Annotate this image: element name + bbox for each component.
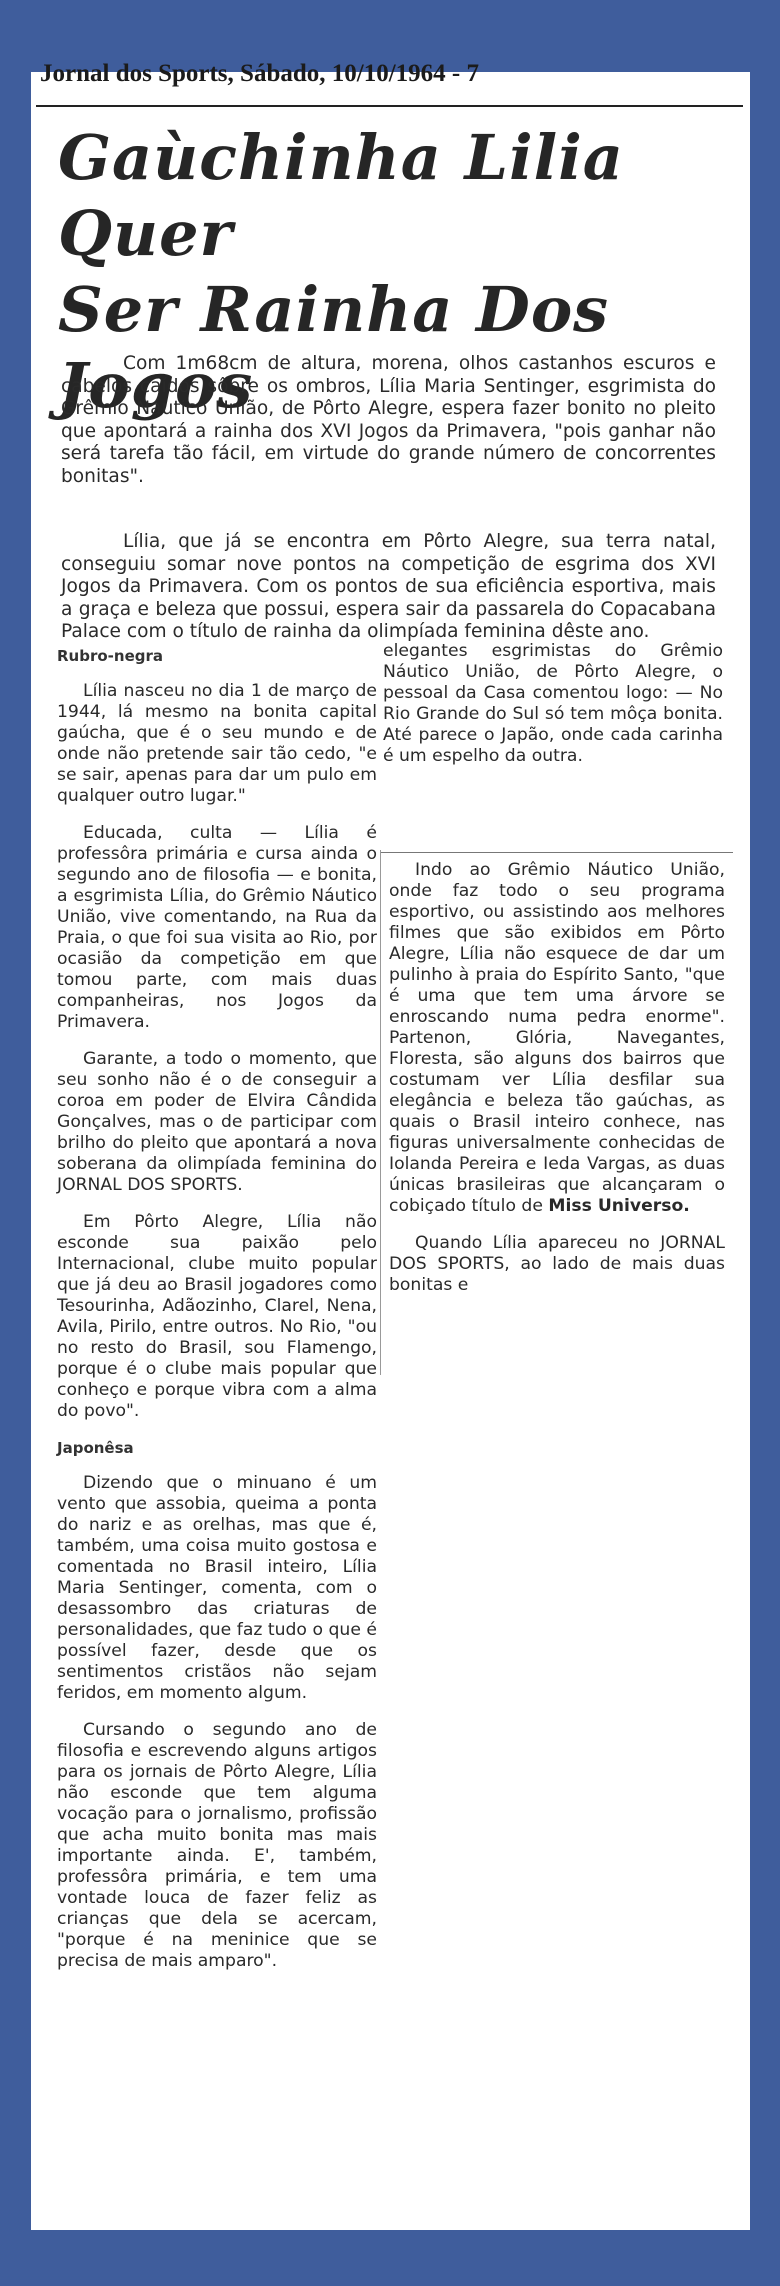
paragraph: Garante, a todo o momento, que seu sonho não é o de conseguir a coroa em poder de Elvira Cândida Gonçalves, mas o de participar com brilho do pleito que apontará a nova soberana da olimpíada feminina do JORNAL DOS SPORTS. bbox=[57, 1049, 377, 1195]
paragraph: Quando Lília apareceu no JORNAL DOS SPORTS, ao lado de mais duas bonitas e bbox=[389, 1233, 725, 1295]
section-heading-rubro-negra: Rubro-negra bbox=[57, 647, 164, 665]
paragraph bbox=[389, 860, 725, 1217]
header-rule bbox=[36, 105, 743, 107]
headline-line-2: Ser Rainha Dos Jogos bbox=[58, 273, 610, 422]
paragraph: Cursando o segundo ano de filosofia e escrevendo alguns artigos para os jornais de Pôrto Alegre, Lília não esconde que tem alguma vocação para o jornalismo, profissão que acha muito bonita mas mais importante ainda. E', também, professôra primária, e tem uma vontade louca de fazer feliz as crianças que dela se acercam, "porque é na meninice que se precisa de mais amparo". bbox=[57, 1720, 377, 1971]
paragraph: Lília nasceu no dia 1 de março de 1944, lá mesmo na bonita capital gaúcha, que é o seu mundo e de onde não pretende sair tão cedo, "e se sair, apenas para dar um pulo em qualquer outro lugar." bbox=[57, 681, 377, 806]
headline-line-1: Gaùchinha Lilia Quer bbox=[58, 121, 624, 270]
paragraph: Em Pôrto Alegre, Lília não esconde sua paixão pelo Internacional, clube muito popular que já deu ao Brasil jogadores como Tesourinha, Adãozinho, Clarel, Nena, Avila, Pirilo, entre outros. No Rio, "ou no resto do Brasil, sou Flamengo, porque é o clube mais popular que conheço e porque vibra com a alma do povo". bbox=[57, 1212, 377, 1421]
miss-universo-emphasis: Miss Universo. bbox=[548, 1196, 690, 1216]
paragraph-text: Indo ao Grêmio Náutico União, onde faz todo o seu programa esportivo, ou assistindo aos melhores filmes que são exibidos em Pôrto Alegre, Lília não esquece de dar um pulinho à praia do Espírito Santo, "que é uma que tem uma árvore se enroscando numa pedra enorme". Partenon, Glória, Navegantes, Floresta, são alguns dos bairros que costumam ver Lília desfilar sua elegância e beleza tão gaúchas, as quais o Brasil inteiro conhece, nas figuras universalmente conhecidas de Iolanda Pereira e Ieda Vargas, as duas únicas brasileiras que alcançaram o cobiçado título de bbox=[389, 860, 725, 1216]
newspaper-header: Jornal dos Sports, Sábado, 10/10/1964 - 7 bbox=[40, 60, 479, 87]
column-1 bbox=[57, 646, 377, 1988]
column-2 bbox=[389, 860, 725, 1312]
section-heading-japonesa: Japonêsa bbox=[57, 1439, 134, 1457]
column-2-top bbox=[383, 641, 723, 783]
column-rule bbox=[380, 850, 381, 1375]
lead-paragraph-1: Com 1m68cm de altura, morena, olhos castanhos escuros e cabelos caídos sôbre os ombros, Lília Maria Sentinger, esgrimista do Grêmio Náutico União, de Pôrto Alegre, espera fazer bonito no pleito que apontará a rainha dos XVI Jogos da Primavera, "pois ganhar não será tarefa tão fácil, em virtude do grande número de concorrentes bonitas". bbox=[61, 353, 716, 487]
paragraph: Educada, culta — Lília é professôra primária e cursa ainda o segundo ano de filosofia — e bonita, a esgrimista Lília, do Grêmio Náutico União, vive comentando, na Rua da Praia, o que foi sua visita ao Rio, por ocasião da competição em que tomou parte, com mais duas companheiras, nos Jogos da Primavera. bbox=[57, 823, 377, 1032]
column-divider bbox=[381, 852, 733, 853]
paragraph: elegantes esgrimistas do Grêmio Náutico União, de Pôrto Alegre, o pessoal da Casa comentou logo: — No Rio Grande do Sul só tem môça bonita. Até parece o Japão, onde cada carinha é um espelho da outra. bbox=[383, 641, 723, 766]
paragraph: Dizendo que o minuano é um vento que assobia, queima a ponta do nariz e as orelhas, mas que é, também, uma coisa muito gostosa e comentada no Brasil inteiro, Lília Maria Sentinger, comenta, com o desassombro das criaturas de personalidades, que faz tudo o que é possível fazer, desde que os sentimentos cristãos não sejam feridos, em momento algum. bbox=[57, 1473, 377, 1703]
lead-paragraph-2: Lília, que já se encontra em Pôrto Alegre, sua terra natal, conseguiu somar nove pontos na competição de esgrima dos XVI Jogos da Primavera. Com os pontos de sua eficiência esportiva, mais a graça e beleza que possui, espera sair da passarela do Copacabana Palace com o título de rainha da olimpíada feminina dêste ano. bbox=[61, 531, 716, 642]
